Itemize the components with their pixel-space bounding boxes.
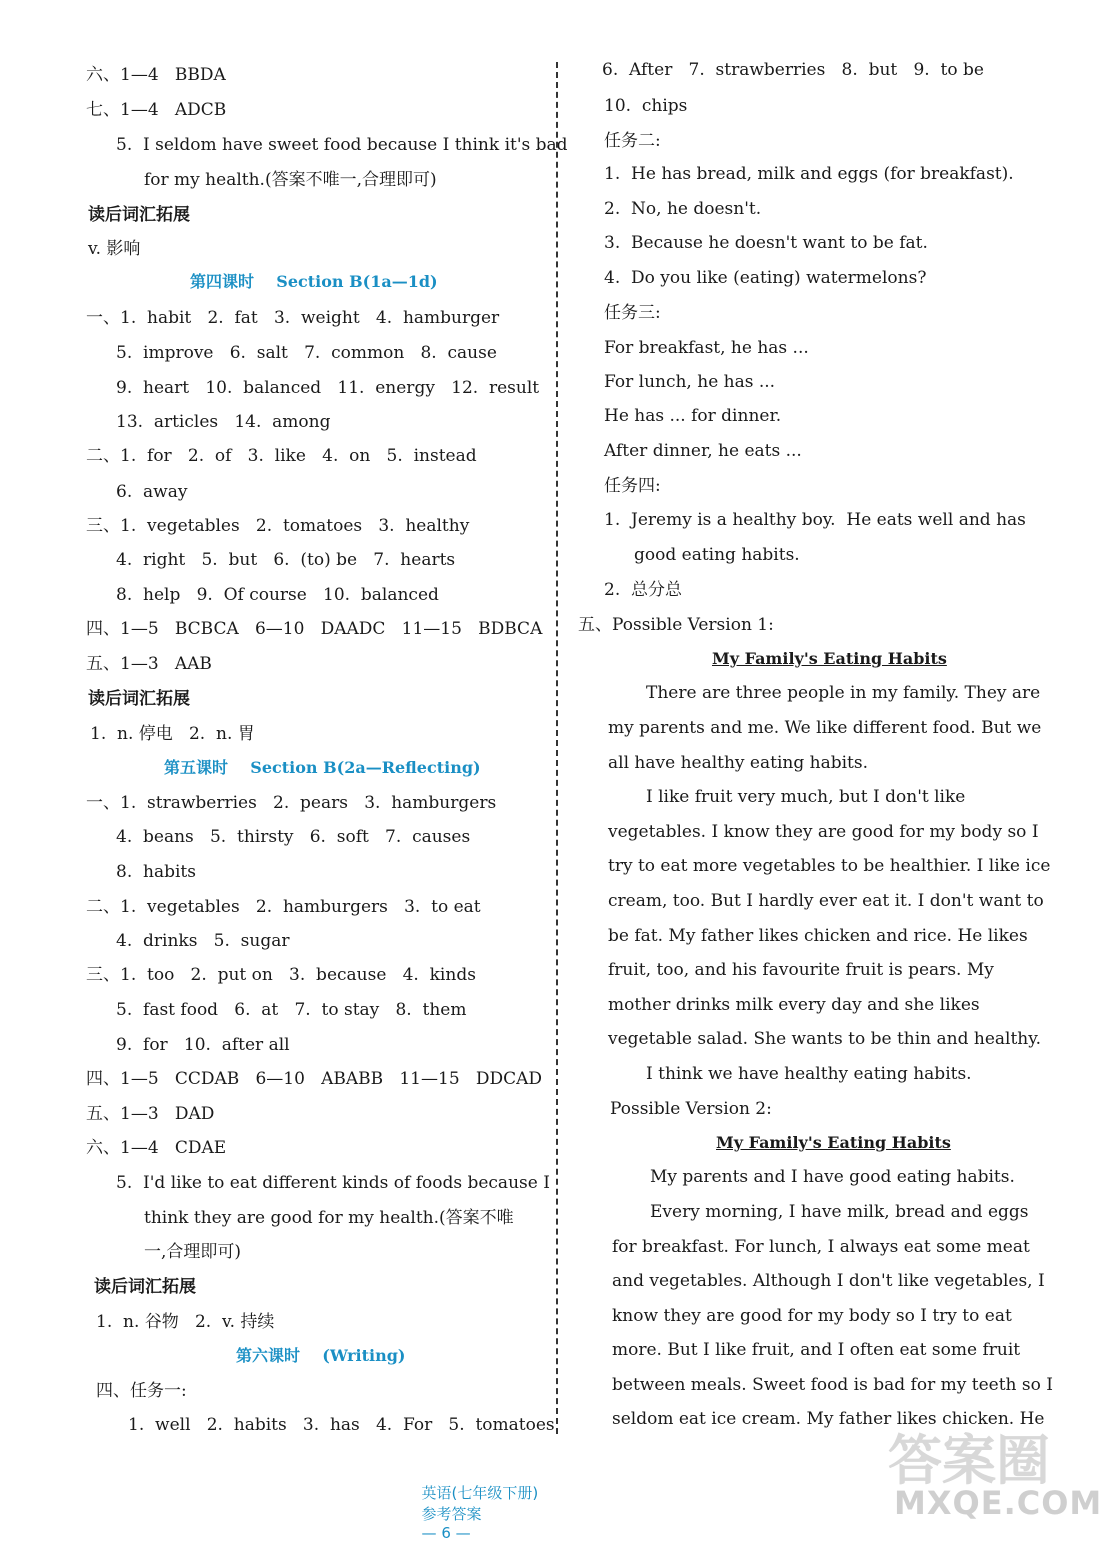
right-line: 4. Do you like (eating) watermelons? <box>604 268 927 288</box>
left-line: 5. I seldom have sweet food because I think it's bad <box>116 135 568 155</box>
right-line: He has ... for dinner. <box>604 406 782 426</box>
right-line: mother drinks milk every day and she likes <box>608 995 980 1015</box>
left-line: 4. right 5. but 6. (to) be 7. hearts <box>116 550 456 570</box>
left-line: 一,合理即可) <box>144 1242 242 1262</box>
right-line: my parents and me. We like different food. But we <box>608 718 1042 738</box>
right-line: Every morning, I have milk, bread and eggs <box>650 1202 1029 1222</box>
footer-section: 参考答案 <box>421 1505 482 1523</box>
right-line: for breakfast. For lunch, I always eat some meat <box>612 1237 1030 1257</box>
left-line: 1. n. 谷物 2. v. 持续 <box>96 1312 275 1332</box>
right-line: 6. After 7. strawberries 8. but 9. to be <box>602 60 984 80</box>
left-line: 1. n. 停电 2. n. 胃 <box>90 724 255 744</box>
right-line: vegetable salad. She wants to be thin and healthy. <box>608 1029 1042 1049</box>
right-line: cream, too. But I hardly ever eat it. I don't want to <box>608 891 1044 911</box>
left-line: 二、1. vegetables 2. hamburgers 3. to eat <box>86 897 481 917</box>
right-line: fruit, too, and his favourite fruit is pears. My <box>608 960 994 980</box>
left-line: 七、1—4 ADCB <box>86 100 227 120</box>
left-line: 四、1—5 CCDAB 6—10 ABABB 11—15 DDCAD <box>86 1069 543 1089</box>
right-line: 1. He has bread, milk and eggs (for breakfast). <box>604 164 1014 184</box>
left-line: 三、1. vegetables 2. tomatoes 3. healthy <box>86 516 470 536</box>
right-line: 3. Because he doesn't want to be fat. <box>604 233 928 253</box>
left-line: 六、1—4 CDAE <box>86 1138 227 1158</box>
left-line: 13. articles 14. among <box>116 412 331 432</box>
right-line: between meals. Sweet food is bad for my teeth so I <box>612 1375 1053 1395</box>
right-line: 10. chips <box>604 96 688 116</box>
right-line: 任务四: <box>604 476 661 496</box>
right-line: more. But I like fruit, and I often eat some fruit <box>612 1340 1021 1360</box>
right-line: good eating habits. <box>634 545 800 565</box>
right-line: My Family's Eating Habits <box>712 649 947 668</box>
left-line: 8. help 9. Of course 10. balanced <box>116 585 439 605</box>
right-line: be fat. My father likes chicken and rice. He likes <box>608 926 1028 946</box>
watermark-logo: 答案圈 <box>888 1429 1050 1492</box>
right-line: 五、Possible Version 1: <box>578 615 774 635</box>
right-line: For breakfast, he has ... <box>604 338 809 358</box>
left-line: v. 影响 <box>88 239 141 259</box>
left-line: 四、任务一: <box>96 1381 187 1401</box>
right-line: I like fruit very much, but I don't like <box>646 787 966 807</box>
right-line: seldom eat ice cream. My father likes chicken. He <box>612 1409 1045 1429</box>
left-line: think they are good for my health.(答案不唯 <box>144 1208 514 1228</box>
right-line: My parents and I have good eating habits. <box>650 1167 1015 1187</box>
left-line: 第五课时 Section B(2a—Reflecting) <box>164 758 481 777</box>
column-divider <box>556 62 558 1434</box>
left-line: 五、1—3 AAB <box>86 654 212 674</box>
right-line: all have healthy eating habits. <box>608 753 868 773</box>
left-line: 8. habits <box>116 862 196 882</box>
left-line: 一、1. habit 2. fat 3. weight 4. hamburger <box>86 308 500 328</box>
right-line: I think we have healthy eating habits. <box>646 1064 972 1084</box>
left-line: for my health.(答案不唯一,合理即可) <box>144 170 437 190</box>
left-line: 读后词汇拓展 <box>94 1277 196 1297</box>
right-line: know they are good for my body so I try to eat <box>612 1306 1012 1326</box>
left-line: 一、1. strawberries 2. pears 3. hamburgers <box>86 793 497 813</box>
left-line: 二、1. for 2. of 3. like 4. on 5. instead <box>86 446 477 466</box>
right-line: try to eat more vegetables to be healthier. I like ice <box>608 856 1051 876</box>
left-line: 5. improve 6. salt 7. common 8. cause <box>116 343 497 363</box>
left-line: 6. away <box>116 482 188 502</box>
left-line: 4. drinks 5. sugar <box>116 931 290 951</box>
right-line: For lunch, he has ... <box>604 372 776 392</box>
right-line: vegetables. I know they are good for my body so I <box>608 822 1039 842</box>
right-line: and vegetables. Although I don't like vegetables, I <box>612 1271 1045 1291</box>
right-line: After dinner, he eats ... <box>604 441 802 461</box>
right-line: My Family's Eating Habits <box>716 1133 951 1152</box>
left-line: 9. for 10. after all <box>116 1035 290 1055</box>
footer-subject: 英语(七年级下册) <box>421 1484 539 1502</box>
left-line: 三、1. too 2. put on 3. because 4. kinds <box>86 965 476 985</box>
right-line: There are three people in my family. They are <box>646 683 1041 703</box>
left-line: 第四课时 Section B(1a—1d) <box>190 272 438 291</box>
left-line: 1. well 2. habits 3. has 4. For 5. tomatoes <box>128 1415 555 1435</box>
left-line: 9. heart 10. balanced 11. energy 12. result <box>116 378 540 398</box>
right-line: 2. No, he doesn't. <box>604 199 762 219</box>
left-line: 五、1—3 DAD <box>86 1104 215 1124</box>
watermark-url: MXQE.COM <box>894 1484 1102 1522</box>
right-line: 1. Jeremy is a healthy boy. He eats well and has <box>604 510 1026 530</box>
left-line: 四、1—5 BCBCA 6—10 DAADC 11—15 BDBCA <box>86 619 543 639</box>
left-line: 5. I'd like to eat different kinds of foods because I <box>116 1173 550 1193</box>
right-line: 任务二: <box>604 131 661 151</box>
left-line: 4. beans 5. thirsty 6. soft 7. causes <box>116 827 471 847</box>
page-number: — 6 — <box>421 1524 471 1542</box>
left-line: 六、1—4 BBDA <box>86 65 226 85</box>
left-line: 第六课时 (Writing) <box>236 1346 406 1365</box>
watermark <box>880 1418 1102 1528</box>
left-line: 5. fast food 6. at 7. to stay 8. them <box>116 1000 467 1020</box>
right-line: 任务三: <box>604 303 661 323</box>
right-line: Possible Version 2: <box>610 1099 772 1119</box>
left-line: 读后词汇拓展 <box>88 689 190 709</box>
right-line: 2. 总分总 <box>604 580 683 600</box>
page-footer <box>412 1464 732 1542</box>
left-line: 读后词汇拓展 <box>88 205 190 225</box>
